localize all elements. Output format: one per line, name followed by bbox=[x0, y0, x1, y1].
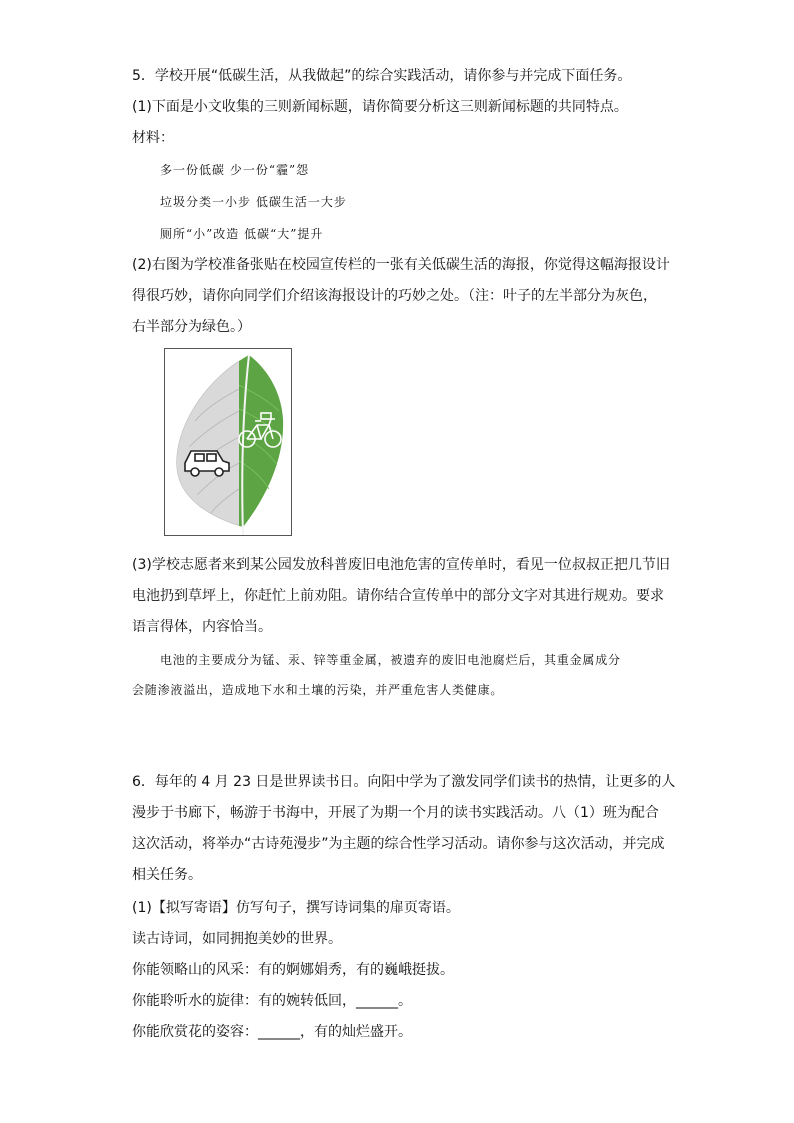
q5-intro: 5．学校开展“低碳生活，从我做起”的综合实践活动，请你参与并完成下面任务。 bbox=[132, 68, 632, 84]
q6-intro-line-4: 相关任务。 bbox=[132, 867, 202, 883]
battery-passage-line-2: 会随渗液溢出，造成地下水和土壤的污染，并严重危害人类健康。 bbox=[132, 683, 504, 697]
q5-task2-line-1: (2)右图为学校准备张贴在校园宣传栏的一张有关低碳生活的海报，你觉得这幅海报设计 bbox=[132, 257, 670, 273]
headline-3: 厕所“小”改造 低碳“大”提升 bbox=[160, 227, 324, 241]
q5-task3-line-3: 语言得体，内容恰当。 bbox=[132, 619, 272, 635]
battery-passage-line-1: 电池的主要成分为锰、汞、锌等重金属，被遗弃的废旧电池腐烂后，其重金属成分 bbox=[160, 653, 621, 667]
q6-intro-line-1: 6．每年的 4 月 23 日是世界读书日。向阳中学为了激发同学们读书的热情，让更多的人 bbox=[132, 774, 676, 790]
leaf-illustration bbox=[165, 349, 291, 535]
q6-line-3: 你能聆听水的旋律：有的婉转低回，______。 bbox=[132, 993, 412, 1009]
q5-task2-line-2: 得很巧妙，请你向同学们介绍该海报设计的巧妙之处。（注：叶子的左半部分为灰色， bbox=[132, 288, 657, 304]
q5-task3-line-2: 电池扔到草坪上，你赶忙上前劝阻。请你结合宣传单中的部分文字对其进行规劝。要求 bbox=[132, 588, 664, 604]
headline-1: 多一份低碳 少一份“霾”怨 bbox=[160, 163, 310, 177]
q6-line-2: 你能领略山的风采：有的婀娜娟秀，有的巍峨挺拔。 bbox=[132, 962, 454, 978]
q6-line-1: 读古诗词，如同拥抱美妙的世界。 bbox=[132, 931, 342, 947]
q6-intro-line-3: 这次活动，将举办“古诗苑漫步”为主题的综合性学习活动。请你参与这次活动，并完成 bbox=[132, 836, 665, 852]
headline-2: 垃圾分类一小步 低碳生活一大步 bbox=[160, 195, 347, 209]
q5-task3-line-1: (3)学校志愿者来到某公园发放科普废旧电池危害的宣传单时，看见一位叔叔正把几节旧 bbox=[132, 557, 670, 573]
q6-line-4: 你能欣赏花的姿容：______，有的灿烂盛开。 bbox=[132, 1024, 412, 1040]
q5-task1: (1)下面是小文收集的三则新闻标题，请你简要分析这三则新闻标题的共同特点。 bbox=[132, 99, 628, 115]
q6-intro-line-2: 漫步于书廊下，畅游于书海中，开展了为期一个月的读书实践活动。八（1）班为配合 bbox=[132, 805, 659, 821]
q5-task2-line-3: 右半部分为绿色。） bbox=[132, 319, 251, 335]
low-carbon-poster bbox=[164, 348, 292, 536]
q6-task1: (1)【拟写寄语】仿写句子，撰写诗词集的扉页寄语。 bbox=[132, 900, 460, 916]
q5-material-label: 材料： bbox=[132, 130, 174, 146]
